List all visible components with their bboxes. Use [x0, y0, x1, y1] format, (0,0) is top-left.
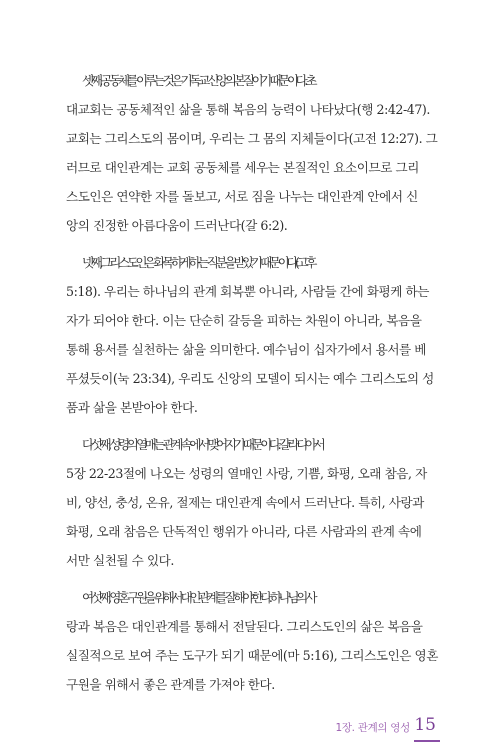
text-line: 5:18). 우리는 하나님의 관계 회복뿐 아니라, 사람들 간에 화평케 하는 — [66, 284, 429, 299]
page-number-underline — [414, 740, 440, 742]
text-line: 5장 22-23절에 나오는 성령의 열매인 사랑, 기쁨, 화평, 오래 참음, 자 — [66, 466, 427, 481]
paragraph-third-reason — [66, 66, 440, 240]
text-line: 앙의 진정한 아름다움이 드러난다(갈 6:2). — [66, 218, 288, 233]
paragraph-sixth-reason — [66, 583, 440, 699]
text-line: 비, 양선, 충성, 온유, 절제는 대인관계 속에서 드러난다. 특히, 사랑과 — [66, 495, 424, 510]
text-line: 서만 실천될 수 있다. — [66, 553, 174, 568]
text-line: 구원을 위해서 좋은 관계를 가져야 한다. — [66, 677, 275, 692]
page-number: 15 — [414, 715, 436, 735]
text-line: 여섯째, 영혼 구원을 위해서 대인관계를 잘해야 한다. 하나님의 사 — [82, 590, 315, 605]
text-line: 대교회는 공동체적인 삶을 통해 복음의 능력이 나타났다(행 2:42-47). — [66, 102, 430, 117]
text-line: 실질적으로 보여 주는 도구가 되기 때문에(마 5:16), 그리스도인은 영혼 — [66, 648, 438, 663]
page-footer — [0, 714, 500, 744]
text-line: 넷째, 그리스도인은 화목하게 하는 직분을 받았기 때문이다(고후 — [82, 255, 314, 270]
paragraph-fifth-reason — [66, 430, 440, 575]
text-line: 품과 삶을 본받아야 한다. — [66, 400, 198, 415]
chapter-label: 1장. 관계의 영성 — [335, 722, 410, 734]
text-line: 다섯째, 성령의 열매는 관계 속에서 맺어지기 때문이다. 갈라디아서 — [82, 437, 323, 452]
text-line: 화평, 오래 참음은 단독적인 행위가 아니라, 다른 사람과의 관계 속에 — [66, 524, 422, 539]
body-text — [66, 66, 440, 707]
text-line: 스도인은 연약한 자를 돌보고, 서로 짐을 나누는 대인관계 안에서 신 — [66, 189, 418, 204]
text-line: 셋째, 공동체를 이루는 것은 기독교 신앙의 본질이기 때문이다. 초 — [82, 73, 315, 88]
paragraph-fourth-reason — [66, 248, 440, 422]
text-line: 푸셨듯이(눅 23:34), 우리도 신앙의 모델이 되시는 예수 그리스도의 성 — [66, 371, 434, 386]
text-line: 러므로 대인관계는 교회 공동체를 세우는 본질적인 요소이므로 그리 — [66, 160, 419, 175]
text-line: 통해 용서를 실천하는 삶을 의미한다. 예수님이 십자가에서 용서를 베 — [66, 342, 427, 357]
text-line: 자가 되어야 한다. 이는 단순히 갈등을 피하는 차원이 아니라, 복음을 — [66, 313, 422, 328]
text-line: 랑과 복음은 대인관계를 통해서 전달된다. 그리스도인의 삶은 복음을 — [66, 619, 423, 634]
text-line: 교회는 그리스도의 몸이며, 우리는 그 몸의 지체들이다(고전 12:27). 그 — [66, 131, 438, 146]
